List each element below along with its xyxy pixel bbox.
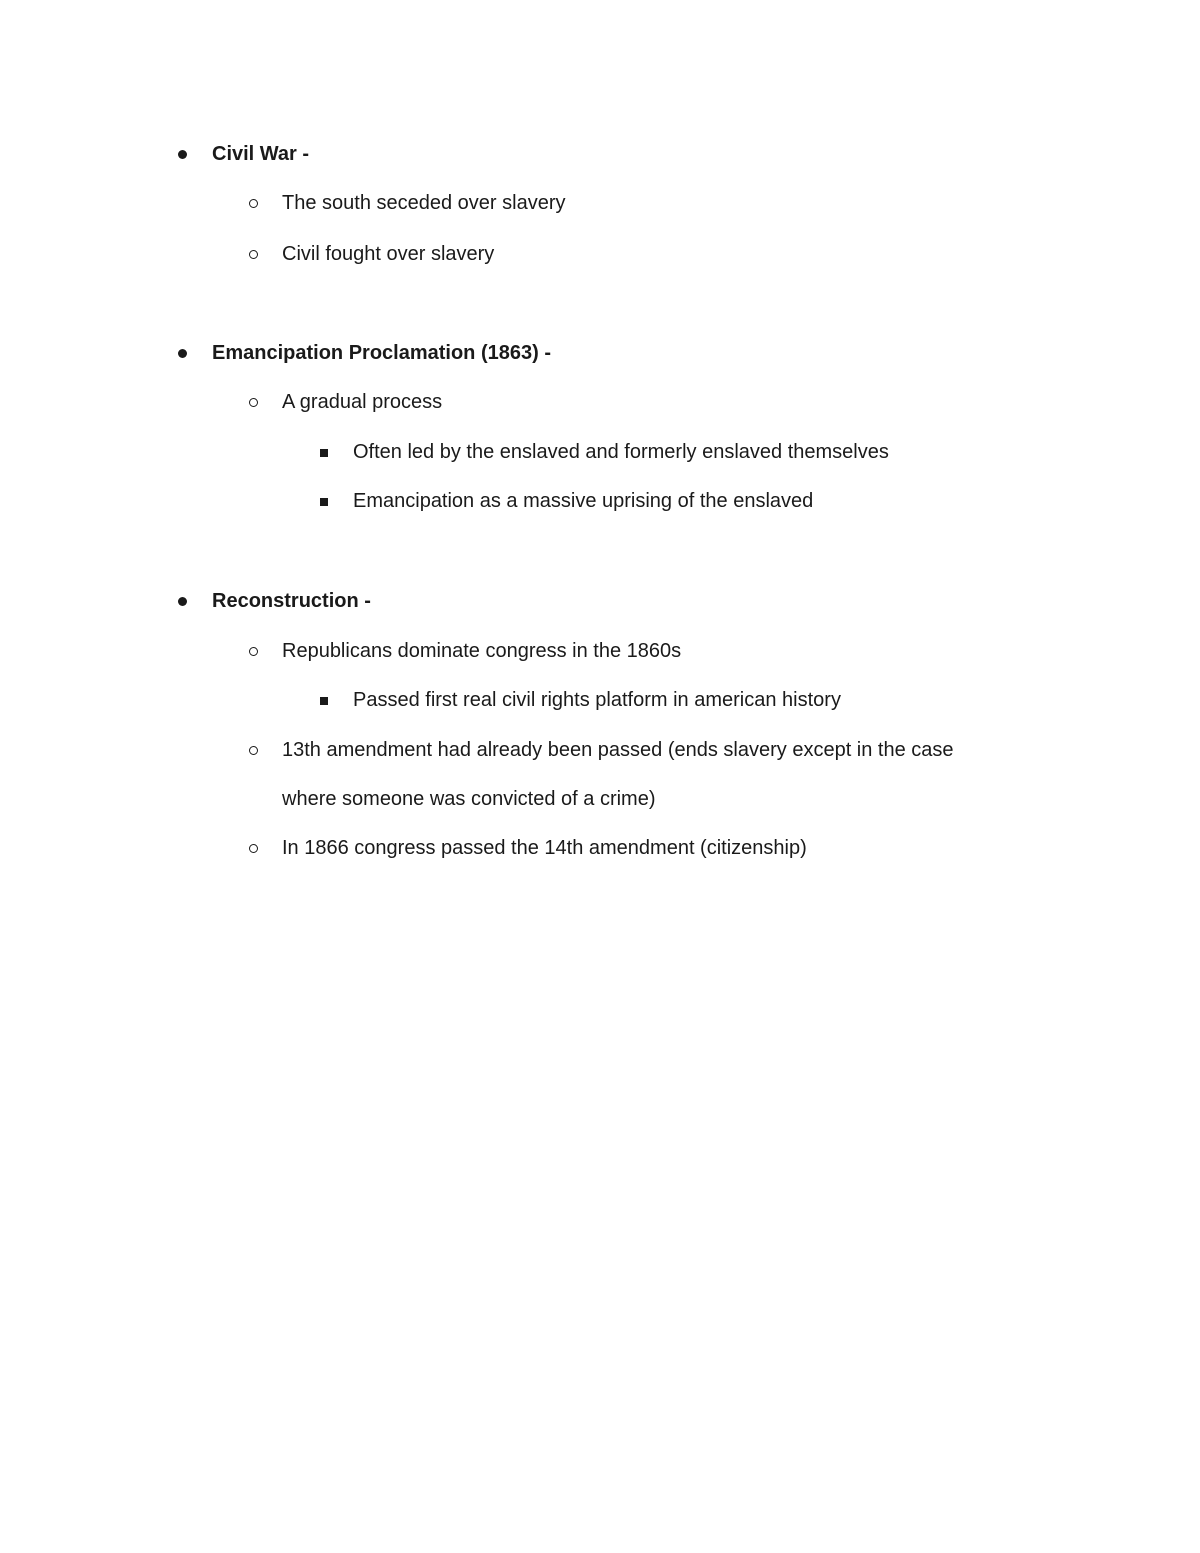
section-heading: Emancipation Proclamation (1863) - bbox=[212, 342, 551, 364]
filled-bullet-icon bbox=[178, 597, 187, 606]
hollow-bullet-icon bbox=[249, 844, 258, 853]
list-item-text: 13th amendment had already been passed (ends slavery except in the case bbox=[282, 739, 954, 761]
hollow-bullet-icon bbox=[249, 199, 258, 208]
filled-bullet-icon bbox=[178, 349, 187, 358]
hollow-bullet-icon bbox=[249, 250, 258, 259]
section-heading: Reconstruction - bbox=[212, 590, 371, 612]
square-bullet-icon bbox=[320, 449, 328, 457]
list-item-text: Civil fought over slavery bbox=[282, 243, 495, 265]
square-bullet-icon bbox=[320, 498, 328, 506]
list-item-text: Republicans dominate congress in the 1860s bbox=[282, 640, 682, 662]
hollow-bullet-icon bbox=[249, 647, 258, 656]
list-item-text: In 1866 congress passed the 14th amendment (citizenship) bbox=[282, 837, 807, 859]
hollow-bullet-icon bbox=[249, 746, 258, 755]
list-subitem-text: Often led by the enslaved and formerly enslaved themselves bbox=[353, 441, 889, 463]
list-item-text: A gradual process bbox=[282, 391, 443, 413]
list-subitem-text: Passed first real civil rights platform in american history bbox=[353, 689, 841, 711]
hollow-bullet-icon bbox=[249, 398, 258, 407]
section-heading: Civil War - bbox=[212, 143, 310, 165]
list-item-continuation-text: where someone was convicted of a crime) bbox=[282, 788, 656, 810]
filled-bullet-icon bbox=[178, 150, 187, 159]
list-subitem-text: Emancipation as a massive uprising of the enslaved bbox=[353, 490, 814, 512]
square-bullet-icon bbox=[320, 697, 328, 705]
list-item-text: The south seceded over slavery bbox=[282, 192, 566, 214]
